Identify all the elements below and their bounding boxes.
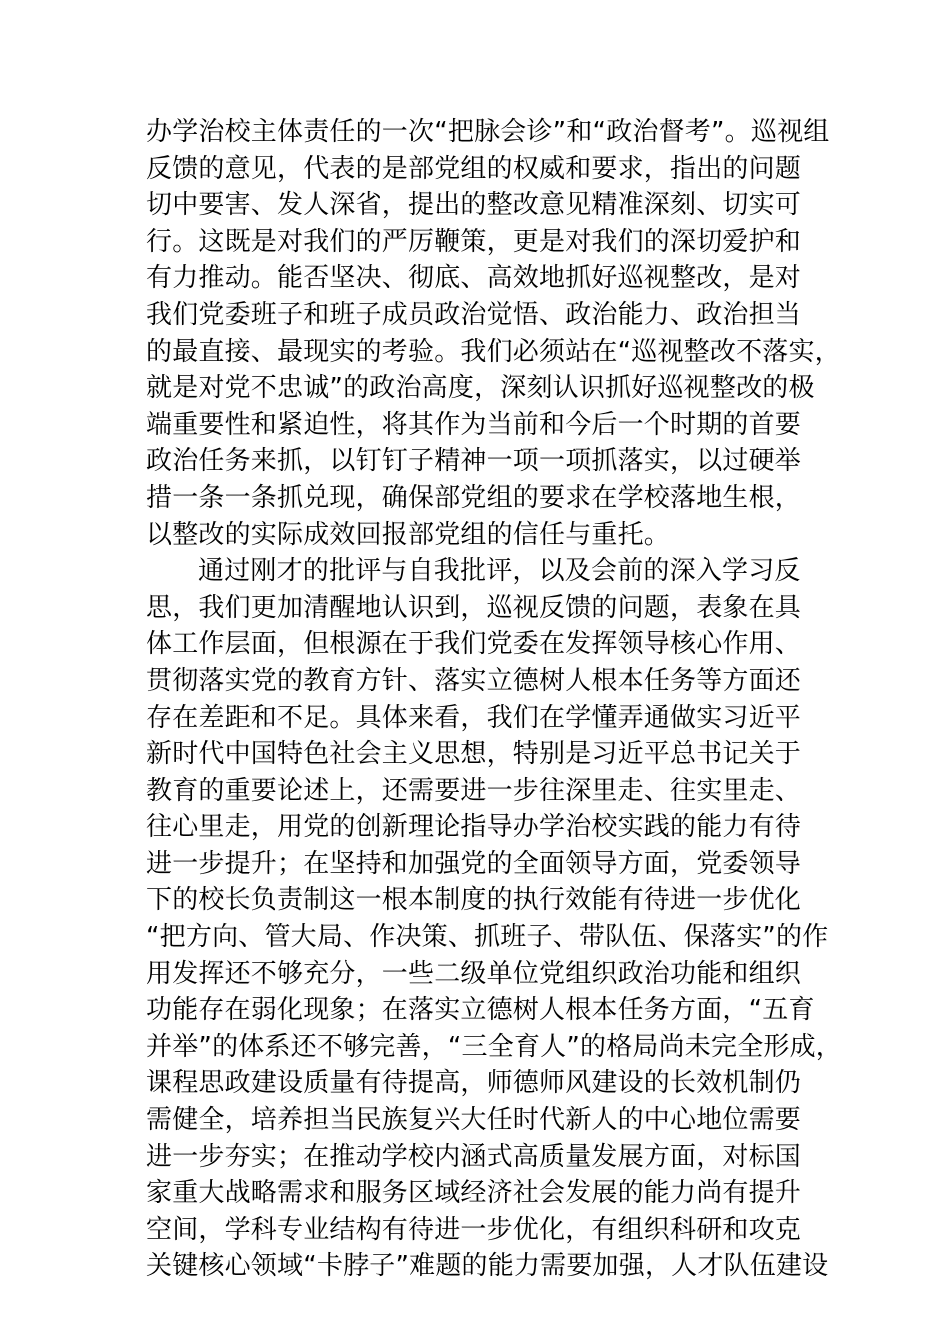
text-line: 体工作层面，但根源在于我们党委在发挥领导核心作用、 bbox=[146, 629, 802, 660]
text-line: 反馈的意见，代表的是部党组的权威和要求，指出的问题 bbox=[146, 153, 802, 184]
text-line: 以整改的实际成效回报部党组的信任与重托。 bbox=[146, 519, 671, 550]
text-line: 我们党委班子和班子成员政治觉悟、政治能力、政治担当 bbox=[146, 299, 802, 330]
text-line: 下的校长负责制这一根本制度的执行效能有待进一步优化 bbox=[146, 885, 802, 916]
text-line: 切中要害、发人深省，提出的整改意见精准深刻、切实可 bbox=[146, 190, 802, 221]
text-line: 行。这既是对我们的严厉鞭策，更是对我们的深切爱护和 bbox=[146, 226, 802, 257]
body-text bbox=[146, 114, 843, 1285]
text-line: 进一步提升；在坚持和加强党的全面领导方面，党委领导 bbox=[146, 848, 802, 879]
text-line: 端重要性和紧迫性，将其作为当前和今后一个时期的首要 bbox=[146, 409, 802, 440]
text-line: 新时代中国特色社会主义思想，特别是习近平总书记关于 bbox=[146, 739, 802, 770]
text-line: “把方向、管大局、作决策、抓班子、带队伍、保落实”的作 bbox=[146, 922, 829, 953]
text-line: 贯彻落实党的教育方针、落实立德树人根本任务等方面还 bbox=[146, 665, 802, 696]
text-line: 存在差距和不足。具体来看，我们在学懂弄通做实习近平 bbox=[146, 702, 802, 733]
text-line: 课程思政建设质量有待提高，师德师风建设的长效机制仍 bbox=[146, 1068, 802, 1099]
text-line: 政治任务来抓，以钉钉子精神一项一项抓落实，以过硬举 bbox=[146, 446, 802, 477]
text-line: 需健全，培养担当民族复兴大任时代新人的中心地位需要 bbox=[146, 1105, 802, 1136]
text-line: 教育的重要论述上，还需要进一步往深里走、往实里走、 bbox=[146, 775, 802, 806]
text-line: 措一条一条抓兑现，确保部党组的要求在学校落地生根， bbox=[146, 482, 802, 513]
text-line: 思，我们更加清醒地认识到，巡视反馈的问题，表象在具 bbox=[146, 592, 802, 623]
text-line: 的最直接、最现实的考验。我们必须站在“巡视整改不落实， bbox=[146, 336, 841, 367]
text-line: 有力推动。能否坚决、彻底、高效地抓好巡视整改，是对 bbox=[146, 263, 802, 294]
text-line: 进一步夯实；在推动学校内涵式高质量发展方面，对标国 bbox=[146, 1141, 802, 1172]
text-line: 就是对党不忠诚”的政治高度，深刻认识抓好巡视整改的极 bbox=[146, 373, 815, 404]
text-line: 关键核心领域“卡脖子”难题的能力需要加强，人才队伍建设 bbox=[146, 1251, 829, 1282]
paragraph-start-line: 通过刚才的批评与自我批评，以及会前的深入学习反 bbox=[198, 556, 801, 587]
text-line: 办学治校主体责任的一次“把脉会诊”和“政治督考”。巡视组 bbox=[146, 117, 830, 147]
text-line: 空间，学科专业结构有待进一步优化，有组织科研和攻克 bbox=[146, 1214, 802, 1245]
text-line: 家重大战略需求和服务区域经济社会发展的能力尚有提升 bbox=[146, 1178, 802, 1209]
text-line: 并举”的体系还不够完善，“三全育人”的格局尚未完全形成， bbox=[146, 1031, 843, 1062]
text-line: 用发挥还不够充分，一些二级单位党组织政治功能和组织 bbox=[146, 958, 802, 989]
text-line: 功能存在弱化现象；在落实立德树人根本任务方面，“五育 bbox=[146, 995, 815, 1026]
text-line: 往心里走，用党的创新理论指导办学治校实践的能力有待 bbox=[146, 812, 802, 843]
